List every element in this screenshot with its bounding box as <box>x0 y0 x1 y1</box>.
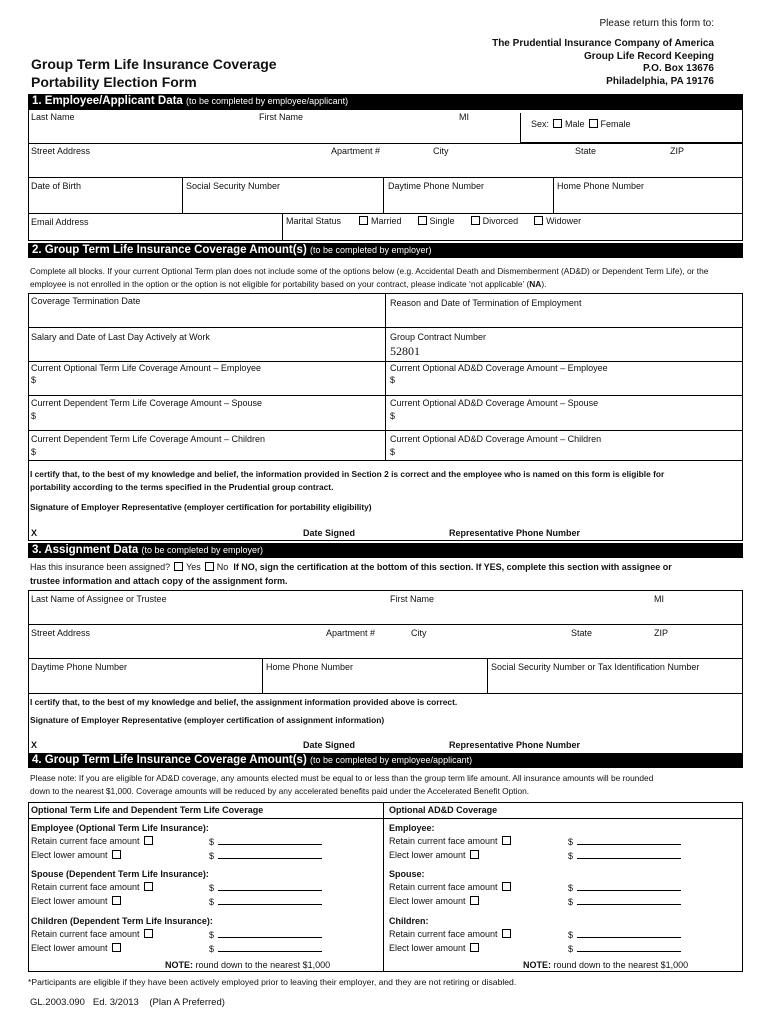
s2-instructions-2: employee is not enrolled in the option or the option is not eligible for portability based on your contract, please indicate ‘not applicable’ (NA). <box>30 279 547 289</box>
s2-rep-phone: Representative Phone Number <box>449 528 581 538</box>
amount-line[interactable]: $ <box>209 837 322 848</box>
add-ch-elect-checkbox[interactable] <box>470 943 479 952</box>
s4-elect-row: Elect lower amount <box>389 896 482 907</box>
s3-street-label: Street Address <box>31 628 91 638</box>
po-box: P.O. Box 13676 <box>643 63 714 74</box>
divider <box>28 361 743 362</box>
s4-retain-row: Retain current face amount <box>389 929 514 940</box>
s2-sig-label: Signature of Employer Representative (employer certification for portability eligibility) <box>30 502 372 512</box>
s1-last-name-label: Last Name <box>31 112 75 122</box>
section4-header: 4. Group Term Life Insurance Coverage Amount(s) (to be completed by employee/applicant) <box>28 753 743 768</box>
s2-dollar: $ <box>390 411 396 421</box>
s2-dollar: $ <box>31 375 37 385</box>
s1-state-label: State <box>575 146 597 156</box>
divorced-checkbox[interactable] <box>471 216 480 225</box>
footer-participants: *Participants are eligible if they have been actively employed prior to leaving their employer, and they are not retiring or disabled. <box>28 977 517 987</box>
divider <box>487 658 488 694</box>
s4-sp-right: Spouse: <box>389 869 425 879</box>
divider <box>383 177 384 213</box>
form-title-line2: Portability Election Form <box>31 74 197 90</box>
s2-dep-sp-label: Current Dependent Term Life Coverage Amount – Spouse <box>31 398 262 408</box>
married-checkbox[interactable] <box>359 216 368 225</box>
s4-note1: Please note: If you are eligible for AD&D coverage, any amounts elected must be equal to or less than the group term life amount. All insurance amounts will be rounded <box>30 773 654 783</box>
divider <box>28 327 743 328</box>
emp-elect-checkbox[interactable] <box>112 850 121 859</box>
divider <box>282 213 283 241</box>
sp-retain-checkbox[interactable] <box>144 882 153 891</box>
amount-line[interactable]: $ <box>568 837 681 848</box>
s4-retain-row: Retain current face amount <box>389 836 514 847</box>
company-name: The Prudential Insurance Company of America <box>492 38 714 49</box>
amount-line[interactable]: $ <box>209 944 322 955</box>
s3-city-label: City <box>411 628 427 638</box>
s2-dollar: $ <box>31 411 37 421</box>
divider <box>28 818 743 819</box>
ch-elect-checkbox[interactable] <box>112 943 121 952</box>
no-checkbox[interactable] <box>205 562 214 571</box>
divider <box>182 177 183 213</box>
s1-home-phone-label: Home Phone Number <box>557 181 645 191</box>
s4-elect-row: Elect lower amount <box>389 850 482 861</box>
city-state: Philadelphia, PA 19176 <box>606 75 714 87</box>
s4-retain-row: Retain current face amount <box>31 836 156 847</box>
s2-cert-line2: portability according to the terms specified in the Prudential group contract. <box>30 482 334 492</box>
amount-line[interactable]: $ <box>568 897 681 908</box>
s2-instructions-1: Complete all blocks. If your current Optional Term plan does not include some of the options below (e.g. Accidental Death and Dismemberment (AD&D) or Dependent Term Life), or the <box>30 266 709 276</box>
s4-sp-left: Spouse (Dependent Term Life Insurance): <box>31 869 209 879</box>
female-checkbox[interactable] <box>589 119 598 128</box>
s2-add-ch-label: Current Optional AD&D Coverage Amount – Children <box>390 434 602 444</box>
s1-mi-label: MI <box>459 112 469 122</box>
s4-emp-right: Employee: <box>389 823 435 833</box>
s4-emp-left: Employee (Optional Term Life Insurance): <box>31 823 209 833</box>
s3-state-label: State <box>571 628 593 638</box>
amount-line[interactable]: $ <box>568 883 681 894</box>
s3-grid <box>28 590 743 694</box>
divider <box>383 802 384 972</box>
widower-checkbox[interactable] <box>534 216 543 225</box>
s4-note-left: NOTE: round down to the nearest $1,000 <box>165 960 331 970</box>
footer-form-id: GL.2003.090 Ed. 3/2013 (Plan A Preferred) <box>30 997 225 1008</box>
divider <box>28 430 743 431</box>
amount-line[interactable]: $ <box>568 930 681 941</box>
amount-line[interactable]: $ <box>209 930 322 941</box>
amount-line[interactable]: $ <box>209 883 322 894</box>
marital-row: Marital Status Married Single Divorced Widower <box>286 216 582 226</box>
sp-elect-checkbox[interactable] <box>112 896 121 905</box>
s3-last-name-label: Last Name of Assignee or Trustee <box>31 594 167 604</box>
divider <box>553 177 554 213</box>
ch-retain-checkbox[interactable] <box>144 929 153 938</box>
s4-retain-row: Retain current face amount <box>389 882 514 893</box>
s4-elect-row: Elect lower amount <box>31 850 124 861</box>
s3-rep-phone: Representative Phone Number <box>449 740 581 750</box>
sex-row: Sex: Male Female <box>531 119 631 129</box>
yes-checkbox[interactable] <box>174 562 183 571</box>
s3-cert: I certify that, to the best of my knowledge and belief, the assignment information provided above is correct. <box>30 697 458 707</box>
s2-dollar: $ <box>31 447 37 457</box>
section2-header: 2. Group Term Life Insurance Coverage Amount(s) (to be completed by employer) <box>28 243 743 258</box>
s4-ch-right: Children: <box>389 916 429 926</box>
s2-dep-ch-label: Current Dependent Term Life Coverage Amount – Children <box>31 434 265 444</box>
assigned-row: Has this insurance been assigned? Yes No If NO, sign the certification at the bottom of this section. If YES, complete this section with assignee or <box>30 562 672 572</box>
s3-ssn-tax-label: Social Security Number or Tax Identification Number <box>491 662 700 672</box>
s2-add-emp-label: Current Optional AD&D Coverage Amount – Employee <box>390 363 608 373</box>
add-ch-retain-checkbox[interactable] <box>502 929 511 938</box>
s4-elect-row: Elect lower amount <box>31 896 124 907</box>
amount-line[interactable]: $ <box>568 851 681 862</box>
s4-left-head: Optional Term Life and Dependent Term Life Coverage <box>31 805 264 815</box>
divider <box>28 624 743 625</box>
add-sp-elect-checkbox[interactable] <box>470 896 479 905</box>
s3-home-phone-label: Home Phone Number <box>266 662 354 672</box>
s2-contract-label: Group Contract Number <box>390 332 487 342</box>
divider <box>28 395 743 396</box>
divider <box>262 658 263 694</box>
s2-term-date-label: Coverage Termination Date <box>31 296 141 306</box>
emp-retain-checkbox[interactable] <box>144 836 153 845</box>
s3-if-no-line2: trustee information and attach copy of the assignment form. <box>30 576 288 586</box>
s2-add-sp-label: Current Optional AD&D Coverage Amount – Spouse <box>390 398 599 408</box>
s1-email-label: Email Address <box>31 217 89 227</box>
s1-row2 <box>28 143 743 177</box>
return-label: Please return this form to: <box>599 18 714 29</box>
single-checkbox[interactable] <box>418 216 427 225</box>
divider <box>385 293 386 461</box>
s4-retain-row: Retain current face amount <box>31 929 156 940</box>
s3-zip-label: ZIP <box>654 628 669 638</box>
s4-note2: down to the nearest $1,000. Coverage amounts will be reduced by any accelerated benefits paid under the Accelerated Benefit Option. <box>30 786 530 796</box>
add-sp-retain-checkbox[interactable] <box>502 882 511 891</box>
s1-ssn-label: Social Security Number <box>186 181 281 191</box>
section1-header: 1. Employee/Applicant Data (to be completed by employee/applicant) <box>28 94 743 109</box>
s1-city-label: City <box>433 146 449 156</box>
s2-opt-emp-label: Current Optional Term Life Coverage Amount – Employee <box>31 363 261 373</box>
s1-street-label: Street Address <box>31 146 91 156</box>
s2-dollar: $ <box>390 447 396 457</box>
s2-x: X <box>31 528 38 538</box>
s4-elect-row: Elect lower amount <box>389 943 482 954</box>
s4-ch-left: Children (Dependent Term Life Insurance): <box>31 916 213 926</box>
amount-line[interactable]: $ <box>209 851 322 862</box>
s1-first-name-label: First Name <box>259 112 304 122</box>
amount-line[interactable]: $ <box>568 944 681 955</box>
male-checkbox[interactable] <box>553 119 562 128</box>
s2-contract-value: 52801 <box>390 344 420 358</box>
s3-x: X <box>31 740 38 750</box>
s2-dollar: $ <box>390 375 396 385</box>
s2-cert-line1: I certify that, to the best of my knowledge and belief, the information provided in Section 2 is correct and the employee who is named on this form is eligible for <box>30 469 665 479</box>
s4-elect-row: Elect lower amount <box>31 943 124 954</box>
s3-mi-label: MI <box>654 594 664 604</box>
department: Group Life Record Keeping <box>583 50 714 62</box>
s3-first-name-label: First Name <box>390 594 435 604</box>
section3-header: 3. Assignment Data (to be completed by employer) <box>28 543 743 558</box>
s3-sig-label: Signature of Employer Representative (employer certification of assignment information) <box>30 715 385 725</box>
form-title-line1: Group Term Life Insurance Coverage <box>31 56 277 72</box>
s2-reason-label: Reason and Date of Termination of Employment <box>390 298 582 308</box>
s2-date-signed: Date Signed <box>303 528 356 538</box>
divider <box>28 658 743 659</box>
s3-apt-label: Apartment # <box>326 628 376 638</box>
amount-line[interactable]: $ <box>209 897 322 908</box>
s4-right-head: Optional AD&D Coverage <box>389 805 498 815</box>
s2-salary-label: Salary and Date of Last Day Actively at Work <box>31 332 210 342</box>
s3-date-signed: Date Signed <box>303 740 356 750</box>
s3-day-phone-label: Daytime Phone Number <box>31 662 128 672</box>
s1-apt-label: Apartment # <box>331 146 381 156</box>
add-emp-retain-checkbox[interactable] <box>502 836 511 845</box>
s1-day-phone-label: Daytime Phone Number <box>388 181 485 191</box>
s1-zip-label: ZIP <box>670 146 685 156</box>
add-emp-elect-checkbox[interactable] <box>470 850 479 859</box>
s4-retain-row: Retain current face amount <box>31 882 156 893</box>
return-address <box>492 38 714 88</box>
s4-note-right: NOTE: round down to the nearest $1,000 <box>523 960 689 970</box>
s1-dob-label: Date of Birth <box>31 181 82 191</box>
